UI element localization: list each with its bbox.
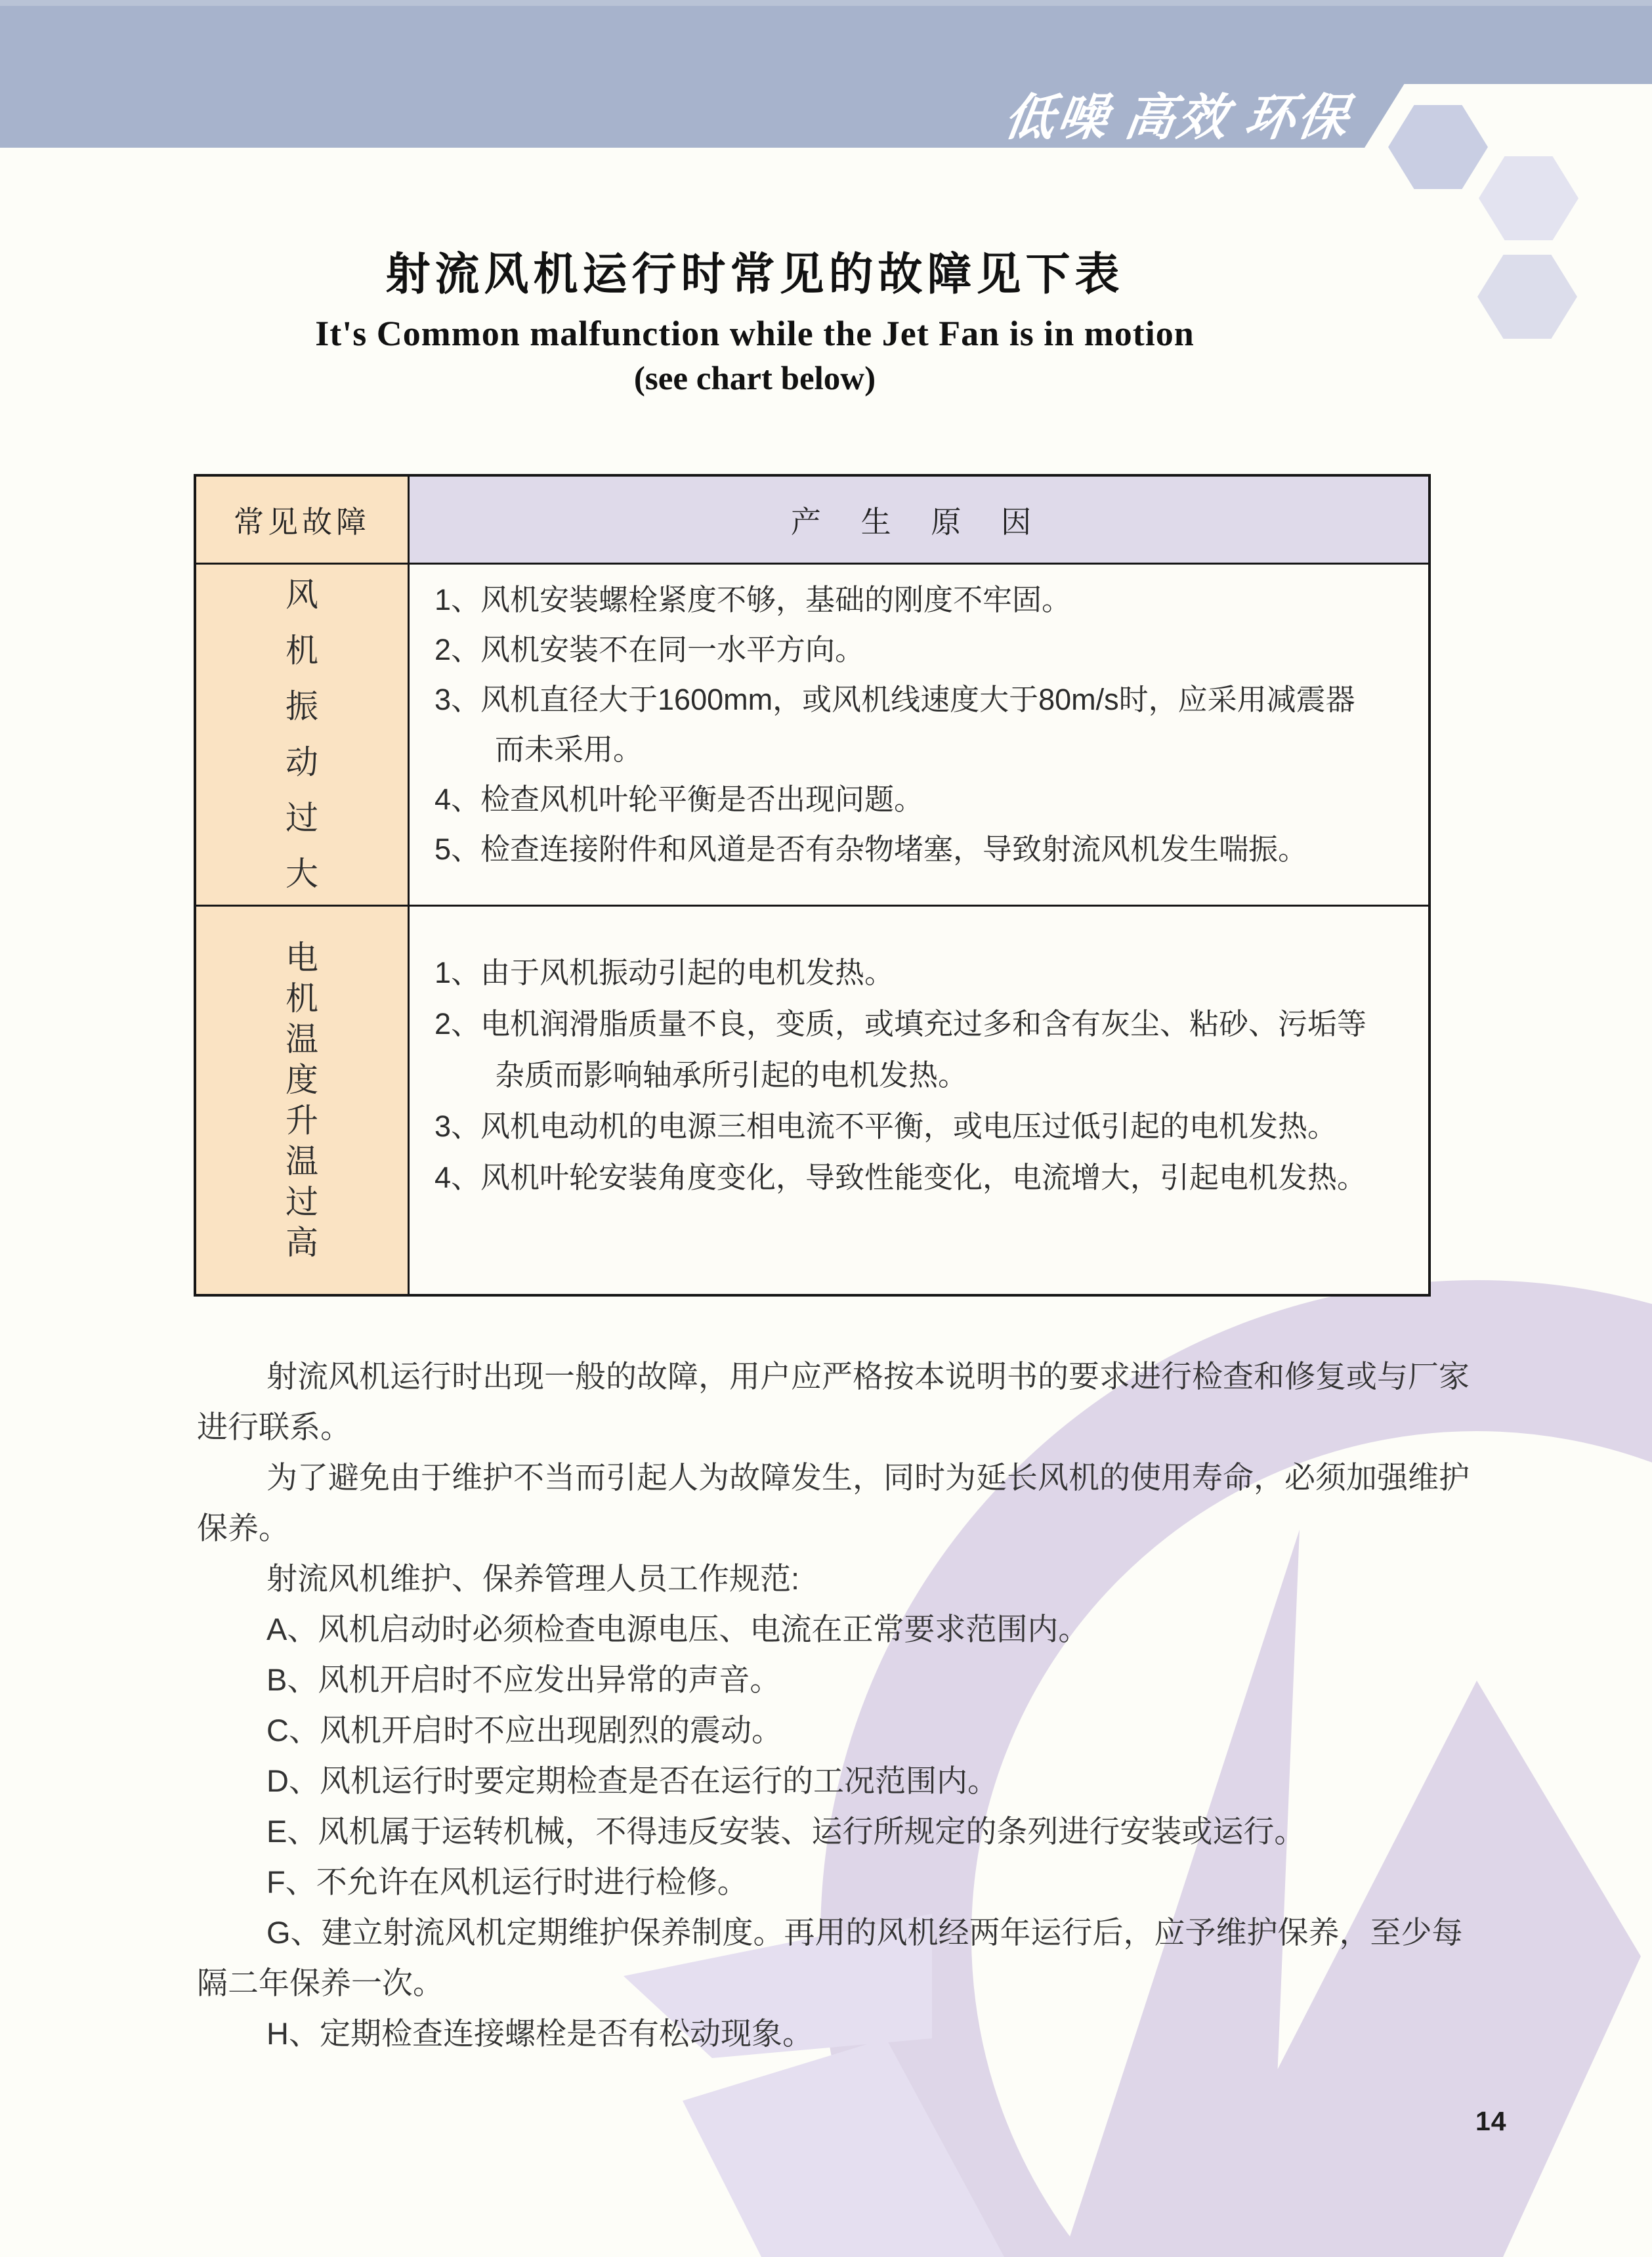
fault-vertical-char: 大 <box>286 855 318 892</box>
table-header-cause: 产 生 原 因 <box>410 477 1428 565</box>
cause-line: 3、风机电动机的电源三相电流不平衡，或电压过低引起的电机发热。 <box>434 1109 1338 1143</box>
cause-line: 3、风机直径大于1600mm，或风机线速度大于80m/s时，应采用减震器 <box>434 683 1355 716</box>
table-header-fault: 常见故障 <box>196 477 410 565</box>
fault-vertical-char: 机 <box>286 980 318 1017</box>
cause-line: 4、风机叶轮安装角度变化，导致性能变化，电流增大，引起电机发热。 <box>434 1161 1367 1194</box>
body-line: 为了避免由于维护不当而引起人为故障发生，同时为延长风机的使用寿命，必须加强维护 <box>266 1460 1470 1495</box>
fault-vertical-char: 动 <box>286 744 318 781</box>
body-line: 射流风机运行时出现一般的故障，用户应严格按本说明书的要求进行检查和修复或与厂家 <box>266 1359 1470 1394</box>
body-line: G、建立射流风机定期维护保养制度。再用的风机经两年运行后，应予维护保养，至少每 <box>266 1915 1463 1950</box>
body-line: C、风机开启时不应出现剧烈的震动。 <box>266 1713 782 1748</box>
body-text <box>197 1351 1470 2059</box>
cause-line: 而未采用。 <box>495 733 643 766</box>
fault-vertical-char: 风 <box>286 576 318 613</box>
faults-table <box>194 474 1431 1297</box>
fault-vertical-char: 过 <box>286 800 318 836</box>
page-title-zh: 射流风机运行时常见的故障见下表 <box>385 249 1124 299</box>
body-line: B、风机开启时不应发出异常的声音。 <box>266 1662 781 1697</box>
fault-vertical-char: 电 <box>286 939 318 976</box>
cause-line: 杂质而影响轴承所引起的电机发热。 <box>495 1058 968 1092</box>
fault-vertical-char: 过 <box>286 1184 318 1220</box>
body-line: 隔二年保养一次。 <box>197 1966 444 2000</box>
cause-line: 2、风机安装不在同一水平方向。 <box>434 633 865 666</box>
body-line: 进行联系。 <box>197 1409 351 1444</box>
fault-vertical-char: 升 <box>286 1102 318 1139</box>
page-number: 14 <box>1475 2106 1507 2136</box>
page-title-en-sub: (see chart below) <box>633 360 876 397</box>
body-line: F、不允许在风机运行时进行检修。 <box>266 1864 748 1899</box>
header-slogan: 低噪 高效 环保 <box>1001 91 1354 146</box>
table-cause-cell <box>410 565 1428 907</box>
body-line: A、风机启动时必须检查电源电压、电流在正常要求范围内。 <box>266 1612 1090 1646</box>
cause-line: 4、检查风机叶轮平衡是否出现问题。 <box>434 783 924 816</box>
header-band-top-strip <box>0 0 1652 6</box>
fault-vertical-char: 度 <box>286 1062 318 1098</box>
fault-vertical-char: 温 <box>286 1021 318 1058</box>
cause-line: 1、由于风机振动引起的电机发热。 <box>434 956 895 989</box>
body-line: 射流风机维护、保养管理人员工作规范: <box>266 1561 800 1596</box>
body-line: E、风机属于运转机械，不得违反安装、运行所规定的条列进行安装或运行。 <box>266 1814 1305 1849</box>
body-line: D、风机运行时要定期检查是否在运行的工况范围内。 <box>266 1763 998 1798</box>
table-fault-cell <box>196 907 410 1294</box>
body-line: H、定期检查连接螺栓是否有松动现象。 <box>266 2016 813 2051</box>
cause-line: 1、风机安装螺栓紧度不够，基础的刚度不牢固。 <box>434 583 1072 616</box>
table-cause-cell <box>410 907 1428 1294</box>
page-title-en: It's Common malfunction while the Jet Fan is in motion <box>315 314 1195 353</box>
fault-vertical-char: 机 <box>286 632 318 669</box>
cause-line: 5、检查连接附件和风道是否有杂物堵塞，导致射流风机发生喘振。 <box>434 832 1308 866</box>
body-line: 保养。 <box>197 1511 289 1545</box>
cause-line: 2、电机润滑脂质量不良，变质，或填充过多和含有灰尘、粘砂、污垢等 <box>434 1007 1367 1041</box>
fault-vertical-char: 高 <box>286 1224 318 1261</box>
table-fault-cell <box>196 565 410 907</box>
fault-vertical-char: 温 <box>286 1143 318 1180</box>
fault-vertical-char: 振 <box>286 688 318 725</box>
title-block <box>46 244 1464 400</box>
